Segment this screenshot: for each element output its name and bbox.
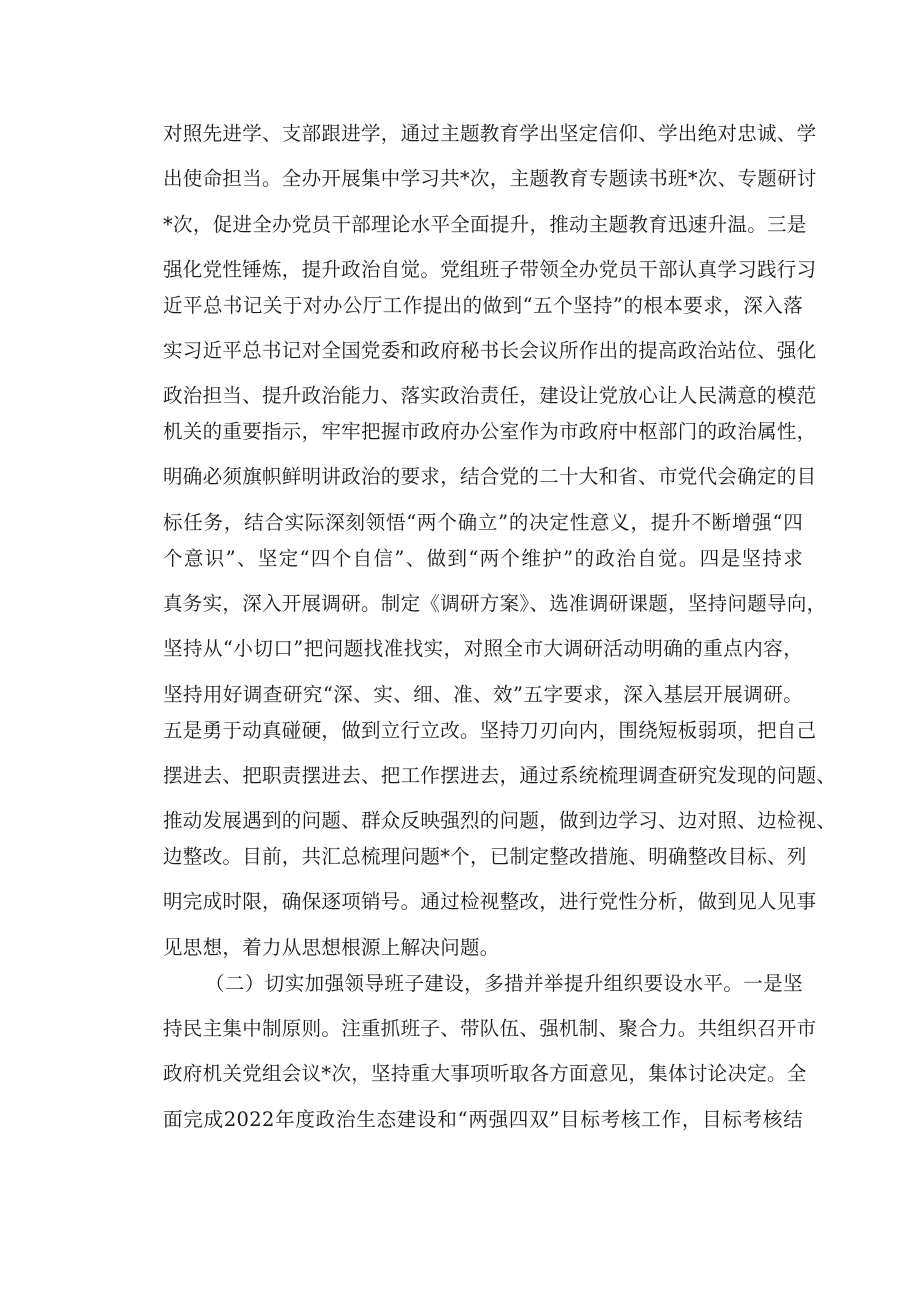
text-line: 真务实，深入开展调研。制定《调研方案》、选准调研课题，坚持问题导向， [163,592,827,615]
text-line: 明确必须旗帜鲜明讲政治的要求，结合党的二十大和省、市党代会确定的目 [163,465,817,488]
text-line: 政治担当、提升政治能力、落实政治责任，建设让党放心让人民满意的模范 [163,384,817,407]
text-line: 对照先进学、支部跟进学，通过主题教育学出坚定信仰、学出绝对忠诚、学 [163,122,817,145]
text-line: 见思想，着力从思想根源上解决问题。 [163,936,500,959]
text-line: 近平总书记关于对办公厅工作提出的做到“五个坚持”的根本要求，深入落 [163,294,803,317]
text-line: 出使命担当。全办开展集中学习共*次，主题教育专题读书班*次、专题研讨 [163,167,817,190]
text-line: 五是勇于动真碰硬，做到立行立改。坚持刀刃向内，围绕短板弱项，把自己 [163,719,817,742]
text-line: 政府机关党组会议*次，坚持重大事项听取各方面意见，集体讨论决定。全 [163,1062,807,1085]
text-line: 摆进去、把职责摆进去、把工作摆进去，通过系统梳理调查研究发现的问题、 [163,764,837,787]
text-line: 推动发展遇到的问题、群众反映强烈的问题，做到边学习、边对照、边检视、 [163,809,837,832]
text-line: 持民主集中制原则。注重抓班子、带队伍、强机制、聚合力。共组织召开市 [163,1017,817,1040]
text-line: 机关的重要指示，牢牢把握市政府办公室作为市政府中枢部门的政治属性， [163,420,817,443]
text-line: *次，促进全办党员干部理论水平全面提升，推动主题教育迅速升温。三是 [163,213,807,236]
text-line: 个意识”、坚定“四个自信”、做到“两个维护”的政治自觉。四是坚持求 [163,547,803,570]
text-line: 实习近平总书记对全国党委和政府秘书长会议所作出的提高政治站位、强化 [163,339,817,362]
text-line: 坚持用好调查研究“深、实、细、准、效”五字要求，深入基层开展调研。 [163,683,803,706]
text-line: 标任务，结合实际深刻领悟“两个确立”的决定性意义，提升不断增强“四 [163,511,803,534]
text-line: 明完成时限，确保逐项销号。通过检视整改，进行党性分析，做到见人见事 [163,890,817,913]
text-line: 面完成2022年度政治生态建设和“两强四双”目标考核工作，目标考核结 [163,1108,803,1131]
text-line: 边整改。目前，共汇总梳理问题*个，已制定整改措施、明确整改目标、列 [163,845,807,868]
text-line: 坚持从“小切口”把问题找准找实，对照全市大调研活动明确的重点内容， [163,637,803,660]
text-line: 强化党性锤炼，提升政治自觉。党组班子带领全办党员干部认真学习践行习 [163,258,817,281]
section-heading-line: （二）切实加强领导班子建设，多措并举提升组织要设水平。一是坚 [205,972,803,995]
